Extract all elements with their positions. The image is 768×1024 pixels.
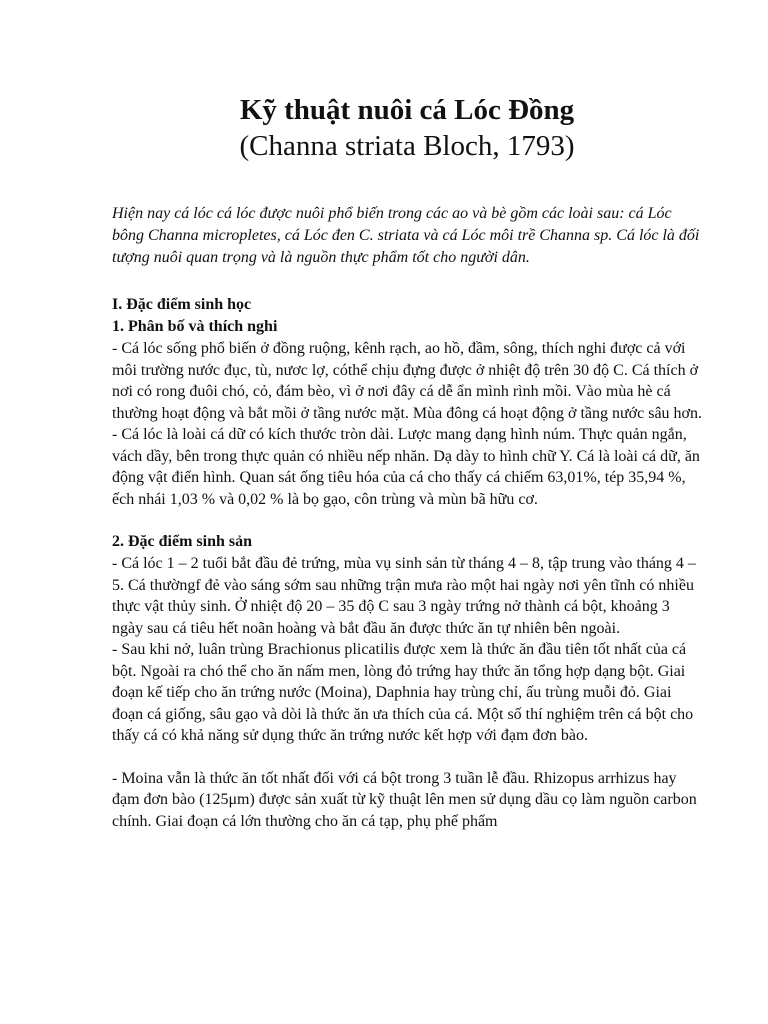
spacer <box>112 510 702 531</box>
document-subtitle: (Channa striata Bloch, 1793) <box>239 130 575 162</box>
paragraph-reproduction-3: - Moina vẫn là thức ăn tốt nhất đối với cá bột trong 3 tuần lễ đầu. Rhizopus arrhizus hay đạm đơn bào (125μm) được sản xuất từ kỹ thuật lên men sử dụng dầu cọ làm nguồn carbon chính. Giai đoạn cá lớn thường cho ăn cá tạp, phụ phế phẩm <box>112 769 697 830</box>
subsection-heading-distribution: 1. Phân bố và thích nghi <box>112 318 278 335</box>
paragraph-distribution-2: - Cá lóc là loài cá dữ có kích thước tròn dài. Lược mang dạng hình núm. Thực quản ngắn, vách dầy, bên trong thực quản có nhiều nếp nhăn. Dạ dày to hình chữ Y. Cá là loài cá dữ, ăn động vật điển hình. Quan sát ống tiêu hóa của cá cho thấy cá chiếm 63,01%, tép 35,94 %, ếch nhái 1,03 % và 0,02 % là bọ gạo, côn trùng và mùn bã hữu cơ. <box>112 426 700 508</box>
intro-paragraph: Hiện nay cá lóc cá lóc được nuôi phổ biến trong các ao và bè gồm các loài sau: cá Lóc bông Channa micropletes, cá Lóc đen C. striata và cá Lóc môi trề Channa sp. Cá lóc là đối tượng nuôi quan trọng và là nguồn thực phẩm tốt cho người dân. <box>112 205 700 266</box>
spacer <box>112 747 702 768</box>
subsection-heading-reproduction: 2. Đặc điểm sinh sản <box>112 533 253 550</box>
document-title: Kỹ thuật nuôi cá Lóc Đồng <box>239 94 575 126</box>
section-heading-biology: I. Đặc điểm sinh học <box>112 296 252 313</box>
document-page <box>112 92 702 832</box>
paragraph-reproduction-2: - Sau khi nở, luân trùng Brachionus plicatilis được xem là thức ăn đầu tiên tốt nhất của cá bột. Ngoài ra chó thể cho ăn nấm men, lòng đỏ trứng hay thức ăn tổng hợp dạng bột. Giai đoạn kế tiếp cho ăn trứng nước (Moina), Daphnia hay trùng chỉ, ấu trùng muỗi đỏ. Giai đoạn cá giống, sâu gạo và dòi là thức ăn ưa thích của cá. Một số thí nghiệm trên cá bột cho thấy cá có khả năng sử dụng thức ăn trứng nước kết hợp với đạm đơn bào. <box>112 641 694 744</box>
paragraph-distribution-1: - Cá lóc sống phổ biến ở đồng ruộng, kênh rạch, ao hồ, đầm, sông, thích nghi được cả với môi trường nước đục, tù, nươc lợ, cóthể chịu đựng được ở nhiệt độ trên 30 độ C. Cá thích ở nơi có rong đuôi chó, cỏ, đám bèo, vì ở nơi đây cá dễ ẩn mình rình mồi. Vào mùa hè cá thường hoạt động và bắt mồi ở tầng nước mặt. Mùa đông cá hoạt động ở tầng nước sâu hơn. <box>112 340 703 422</box>
paragraph-reproduction-1: - Cá lóc 1 – 2 tuổi bắt đầu đẻ trứng, mùa vụ sinh sản từ tháng 4 – 8, tập trung vào tháng 4 – 5. Cá thườngf đẻ vào sáng sớm sau những trận mưa rào một hai ngày nơi yên tĩnh có nhiều thực vật thủy sinh. Ở nhiệt độ 20 – 35 độ C sau 3 ngày trứng nở thành cá bột, khoảng 3 ngày sau cá tiêu hết noãn hoàng và bắt đầu ăn được thức ăn tự nhiên bên ngoài. <box>112 555 696 637</box>
